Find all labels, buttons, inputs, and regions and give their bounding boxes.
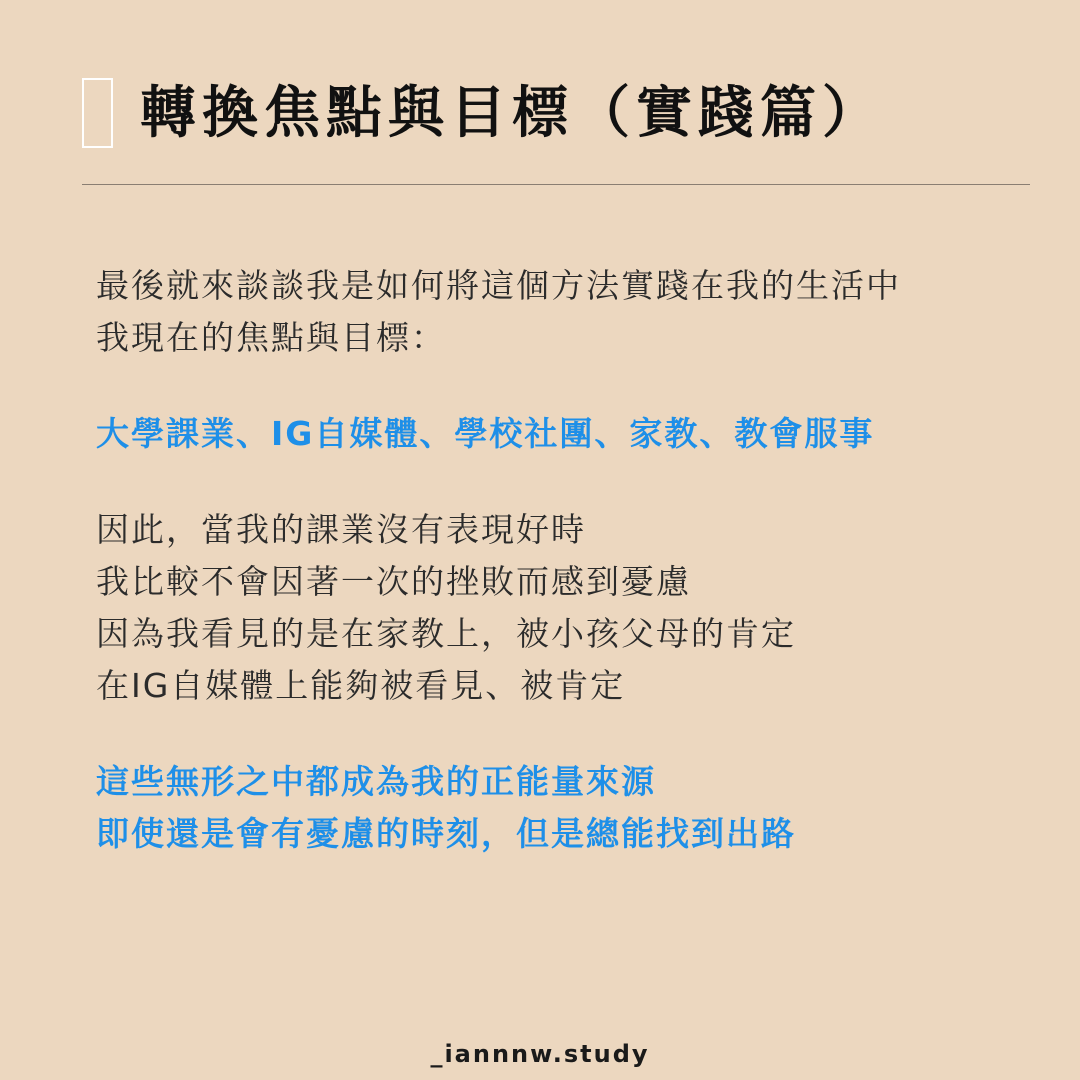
conclusion-line-1: 這些無形之中都成為我的正能量來源 <box>96 762 656 801</box>
intro-line-2: 我現在的焦點與目標： <box>96 318 446 357</box>
spacer <box>96 364 1036 408</box>
spacer <box>96 460 1036 504</box>
body-line-4: 在IG自媒體上能夠被看見、被肯定 <box>96 666 626 705</box>
main-content <box>96 260 1036 860</box>
spacer <box>96 712 1036 756</box>
page-title: 轉換焦點與目標（實踐篇） <box>140 81 884 146</box>
account-handle: _iannnw.study <box>430 1040 650 1068</box>
body-line-2: 我比較不會因著一次的挫敗而感到憂慮 <box>96 562 691 601</box>
title-divider <box>82 184 1030 185</box>
focus-list: 大學課業、IG自媒體、學校社團、家教、教會服事 <box>96 414 875 453</box>
conclusion-line-2: 即使還是會有憂慮的時刻，但是總能找到出路 <box>96 814 796 853</box>
body-line-3: 因為我看見的是在家教上，被小孩父母的肯定 <box>96 614 796 653</box>
intro-line-1: 最後就來談談我是如何將這個方法實踐在我的生活中 <box>96 266 901 305</box>
body-line-1: 因此，當我的課業沒有表現好時 <box>96 510 586 549</box>
title-marker <box>82 78 113 148</box>
